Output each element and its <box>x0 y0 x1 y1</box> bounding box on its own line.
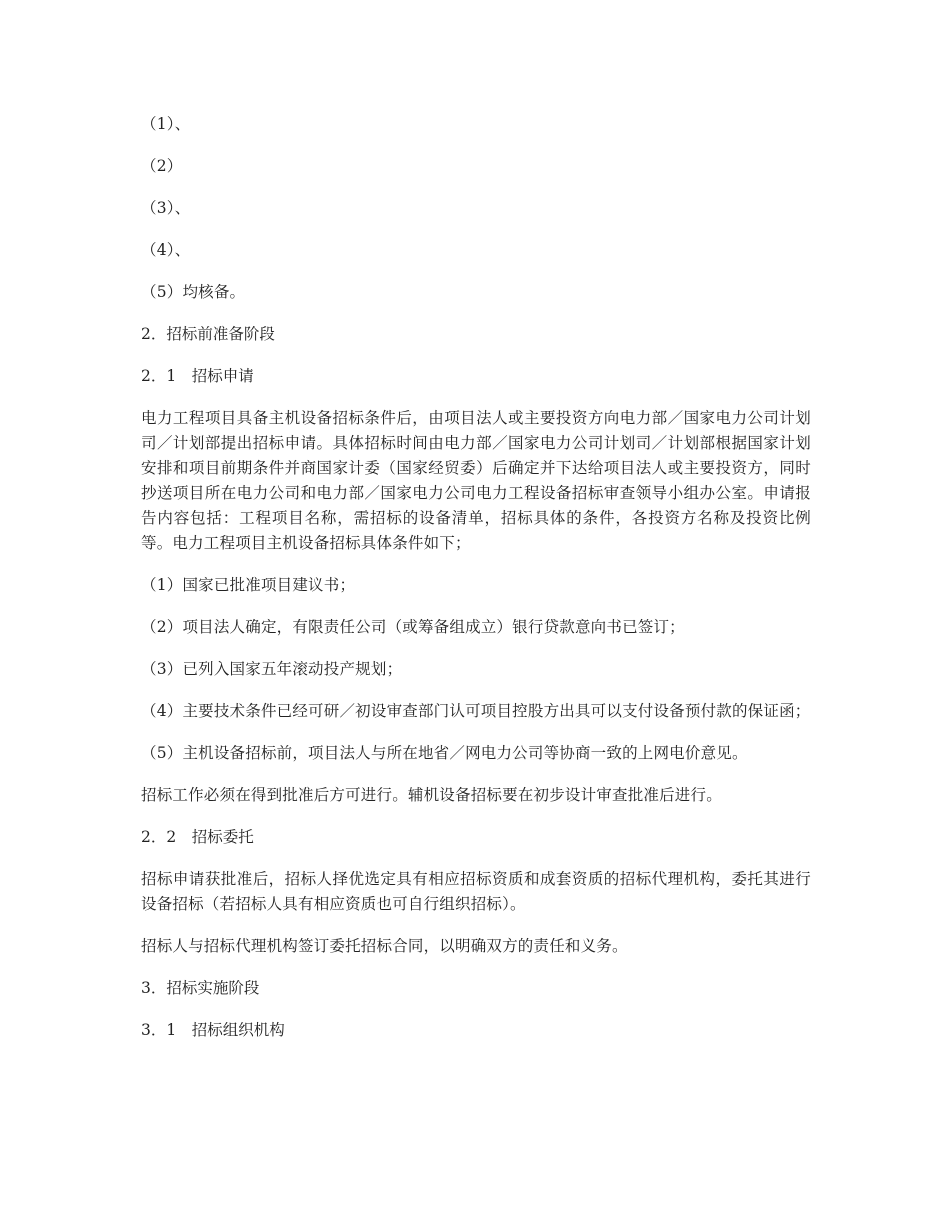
section-3-1-heading: 3．1 招标组织机构 <box>141 1021 285 1039</box>
section-2-2-body: 招标申请获批准后，招标人择优选定具有相应招标资质和成套资质的招标代理机构，委托其进行设备招标（若招标人具有相应资质也可自行组织招标）。 <box>141 870 811 913</box>
section-2-2-heading: 2．2 招标委托 <box>141 828 254 846</box>
list-item: （2） <box>141 157 183 175</box>
section-2-1-body: 电力工程项目具备主机设备招标条件后，由项目法人或主要投资方向电力部／国家电力公司计划司／计划部提出招标申请。具体招标时间由电力部／国家电力公司计划司／计划部根据国家计划安排和项目前期条件并商国家计委（国家经贸委）后确定并下达给项目法人或主要投资方，同时抄送项目所在电力公司和电力部／国家电力公司电力工程设备招标审查领导小组办公室。申请报告内容包括：工程项目名称，需招标的设备清单，招标具体的条件，各投资方名称及投资比例等。电力工程项目主机设备招标具体条件如下； <box>141 409 811 552</box>
section-2-2-body: 招标人与招标代理机构签订委托招标合同，以明确双方的责任和义务。 <box>141 937 628 955</box>
list-item: （5）均核备。 <box>141 283 246 301</box>
list-item: （4）、 <box>141 241 191 259</box>
condition-item: （1）国家已批准项目建议书； <box>141 576 356 594</box>
section-2-1-heading: 2．1 招标申请 <box>141 367 254 385</box>
document-page <box>141 112 811 1060</box>
section-3-heading: 3．招标实施阶段 <box>141 979 260 997</box>
approval-note: 招标工作必须在得到批准后方可进行。辅机设备招标要在初步设计审查批准后进行。 <box>141 786 722 804</box>
section-2-heading: 2．招标前准备阶段 <box>141 325 275 343</box>
condition-item: （5）主机设备招标前，项目法人与所在地省／网电力公司等协商一致的上网电价意见。 <box>141 744 748 762</box>
condition-item: （3）已列入国家五年滚动投产规划； <box>141 660 403 678</box>
list-item: （1）、 <box>141 115 191 133</box>
list-item: （3）、 <box>141 199 191 217</box>
condition-item: （4）主要技术条件已经可研／初设审查部门认可项目控股方出具可以支付设备预付款的保证函； <box>141 702 811 720</box>
condition-item: （2）项目法人确定，有限责任公司（或筹备组成立）银行贷款意向书已签订； <box>141 618 685 636</box>
